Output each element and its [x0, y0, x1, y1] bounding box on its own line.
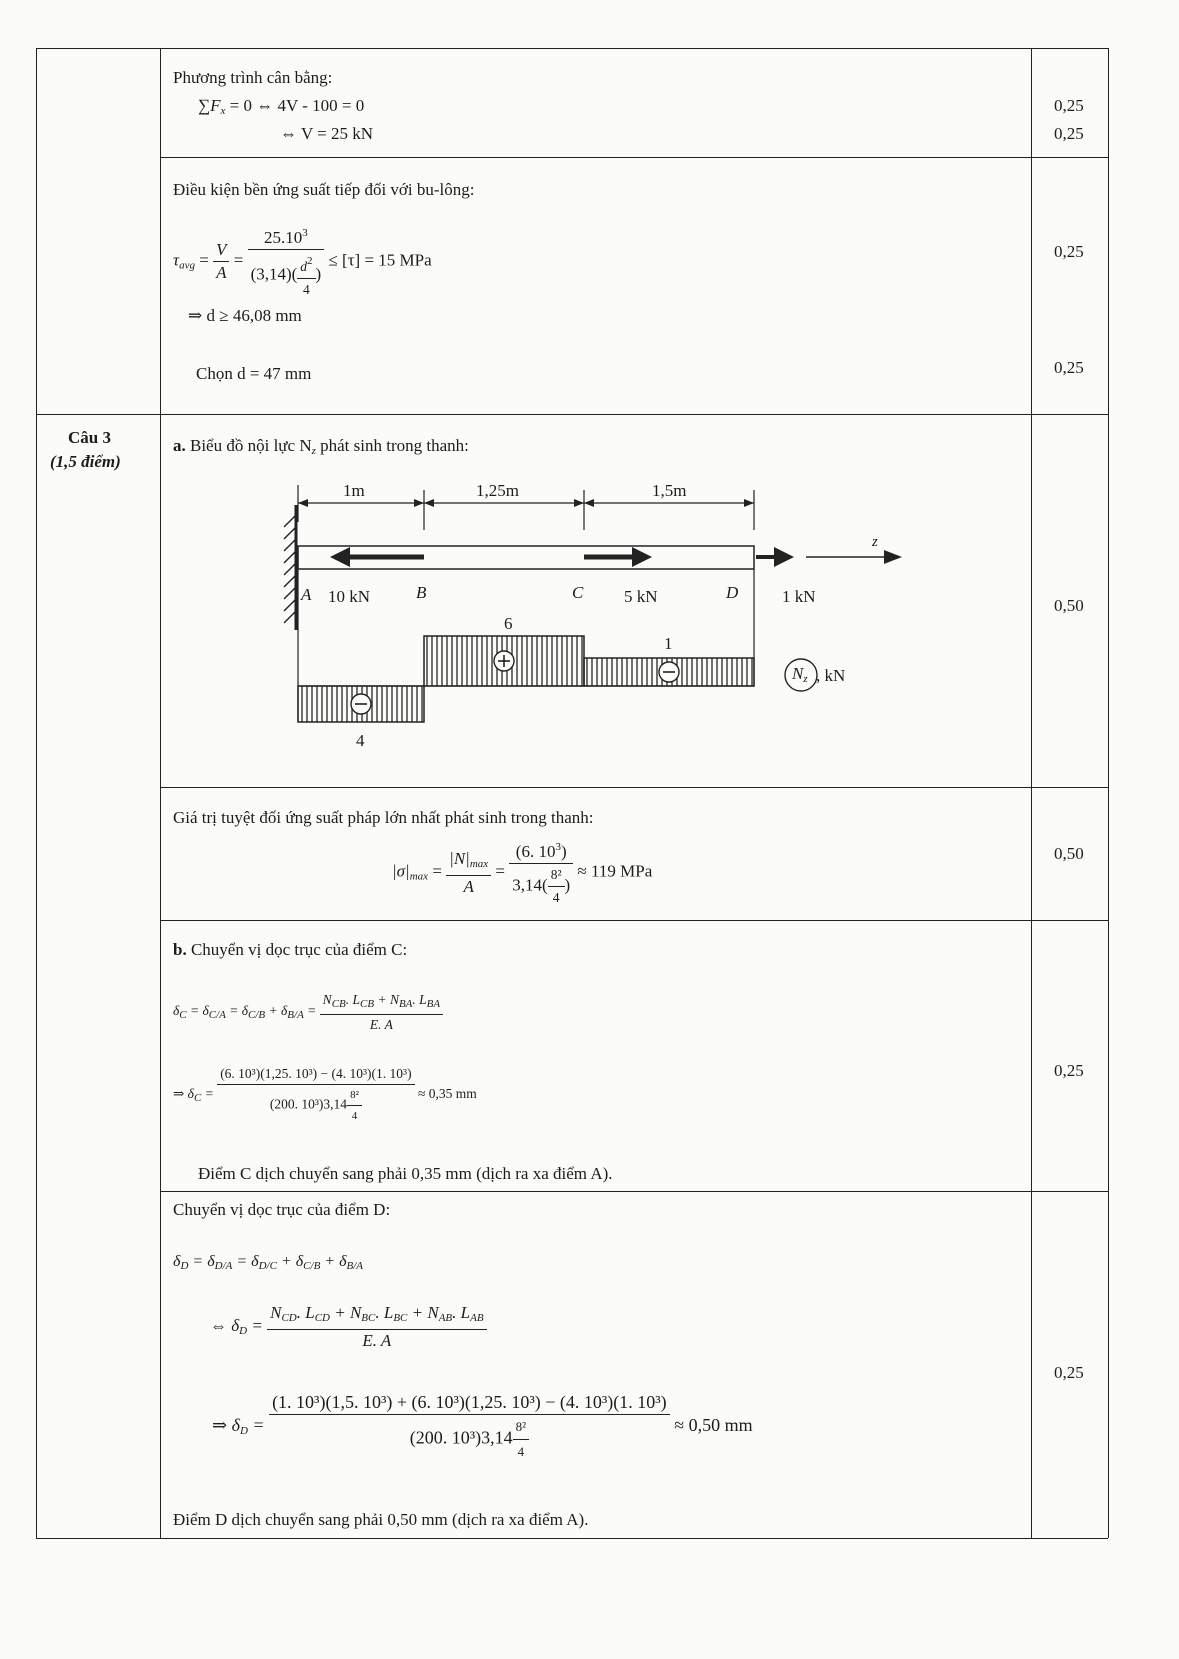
sub: x — [220, 105, 226, 117]
point-a-label: A — [301, 585, 312, 604]
denominator: E. A — [362, 1331, 392, 1350]
force-10kn-label: 10 kN — [328, 587, 371, 606]
part-a-label: a. — [173, 436, 186, 455]
dim-label-3: 1,5m — [652, 481, 687, 500]
score: 0,25 — [1054, 1363, 1084, 1382]
eq1-rhs: = 0 ⇔ 4V - 100 = 0 — [225, 96, 365, 115]
denominator: (200. 10³)3,14 — [269, 1096, 348, 1112]
exp: 3 — [555, 841, 561, 853]
equilibrium-eq2: ⇔ V = 25 kN — [280, 124, 374, 143]
force-1kn-label: 1 kN — [782, 587, 816, 606]
part-b-label: b. — [173, 940, 187, 959]
n-abs: |N| — [449, 848, 470, 868]
sub: avg — [179, 259, 195, 272]
shear-title: Điều kiện bền ứng suất tiếp đối với bu-lông: — [173, 180, 475, 199]
eight-squared: 8² — [548, 864, 565, 887]
point-c-label: C — [572, 583, 584, 602]
eight2-over-4 — [513, 1415, 529, 1464]
exp: 2 — [307, 255, 313, 267]
delta-d-value-fraction — [269, 1390, 670, 1464]
part-d-title: Chuyển vị dọc trục của điểm D: — [173, 1200, 391, 1219]
delta-d-fraction: $\frac{N_{CD}. L_{CD} + N_{BC}. L_{BC} + N_{AB}. L_{AB}}{E. A}$ — [267, 1302, 486, 1352]
delta-c-calculation: ⇒ $\delta_C$ = (6. 10³)(1,25. 10³) − (4. 10³)(1. 10³) (200. 10³)3,14 $\frac{\text{8²}}{4}$ ≈ 0,35 mm — [173, 1064, 477, 1126]
part-a-text: Biểu đồ nội lực N — [190, 436, 312, 455]
dim-label-2: 1,25m — [476, 481, 519, 500]
question-points: (1,5 điểm) — [50, 452, 121, 471]
delta-d-definition: $\delta_D = \delta_{D/A} = \delta_{D/C} + \delta_{C/B} + \delta_{B/A}$ — [173, 1253, 364, 1272]
exp: 3 — [302, 227, 308, 239]
score: 0,50 — [1054, 844, 1084, 863]
shear-fraction: 25.10$^3$ (3,14)( $\frac{d^2}{4}$ ) — [248, 222, 325, 301]
denominator: (3,14)( — [250, 264, 298, 284]
force-5kN-arrow — [584, 547, 652, 567]
numerator: V — [213, 239, 229, 262]
delta-c-fraction: $\frac{N_{CB}. L_{CB} + N_{BA}. L_{BA}}{E. A}$ — [320, 990, 443, 1034]
point-b-label: B — [416, 583, 427, 602]
denominator: E. A — [369, 1017, 393, 1032]
denominator: 3,14( — [512, 875, 548, 895]
part-a-text-end: phát sinh trong thanh: — [320, 436, 469, 455]
score: 0,25 — [1054, 1061, 1084, 1080]
force-1kN-arrow — [756, 547, 794, 567]
shear-limit: ≤ [τ] = 15 MPa — [328, 250, 432, 270]
four: 4 — [351, 1110, 358, 1122]
part-b-title — [173, 940, 407, 960]
legend-n — [792, 664, 808, 689]
sub: z — [803, 673, 808, 685]
wall-hatch — [284, 515, 296, 623]
stress-result: ≈ 119 MPa — [577, 861, 653, 881]
four: 4 — [303, 282, 310, 297]
eight2-over-4 — [347, 1085, 362, 1126]
part-d-conclusion: Điểm D dịch chuyển sang phải 0,50 mm (dịch ra xa điểm A). — [173, 1510, 589, 1529]
stress-formula: $|\sigma|_{max}$ = $\frac{|N|_{max}}{A}$ = (6. $10^3$) 3,14( $\frac{\text{8²}}{4}$ ) ≈ 119 MPa — [392, 836, 652, 909]
shear-result: ⇒ d ≥ 46,08 mm — [188, 306, 302, 325]
numerator: (1. 10³)(1,5. 10³) + (6. 10³)(1,25. 10³) − (4. 10³)(1. 10³) — [269, 1390, 670, 1415]
value-6: 6 — [504, 614, 513, 633]
z-axis-arrow — [806, 550, 902, 564]
delta-c-result: ≈ 0,35 mm — [417, 1086, 477, 1102]
question-label: Câu 3 — [68, 428, 111, 447]
tau: τ — [173, 250, 180, 270]
paren: ) — [564, 875, 571, 895]
numerator: (6. 10³)(1,25. 10³) − (4. 10³)(1. 10³) — [217, 1064, 414, 1085]
dim-label-1: 1m — [343, 481, 365, 500]
part-b-text: Chuyển vị dọc trục của điểm C: — [190, 940, 408, 959]
eight-squared: 8² — [347, 1085, 362, 1106]
numerator: (6. 10 — [515, 842, 556, 861]
legend-n-letter: N — [792, 664, 804, 683]
eight2-over-4 — [548, 864, 565, 909]
legend-unit: , kN — [816, 666, 846, 685]
shear-formula: $\tau_{avg}$ = $\frac{V}{A}$ = 25.10$^3$ (3,14)( $\frac{d^2}{4}$ ) ≤ [τ] = 15 MPa — [173, 222, 432, 301]
d: d — [300, 259, 308, 274]
point-d-label: D — [726, 583, 739, 602]
value-1: 1 — [664, 634, 673, 653]
score: 0,25 — [1054, 124, 1084, 143]
denominator: (200. 10³)3,14 — [409, 1427, 513, 1448]
delta-d-formula: ⇔ $\delta_D$ = $\frac{N_{CD}. L_{CD} + N_{BC}. L_{BC} + N_{AB}. L_{AB}}{E. A}$ — [210, 1302, 487, 1352]
delta-d-result: ≈ 0,50 mm — [674, 1415, 753, 1436]
area: A — [463, 876, 474, 896]
delta-d-calculation: ⇒ $\delta_D$ = (1. 10³)(1,5. 10³) + (6. 10³)(1,25. 10³) − (4. 10³)(1. 10³) (200. 10³)3,14 $\frac{\text{8²}}{4}$ ≈ 0,50 mm — [212, 1390, 753, 1464]
four: 4 — [517, 1444, 525, 1459]
stress-title: Giá trị tuyệt đối ứng suất pháp lớn nhất phát sinh trong thanh: — [173, 808, 594, 827]
score: 0,25 — [1054, 358, 1084, 377]
shear-choice: Chọn d = 47 mm — [196, 364, 312, 383]
eight-squared: 8² — [513, 1415, 529, 1440]
denominator: A — [216, 263, 227, 282]
part-b-conclusion: Điểm C dịch chuyển sang phải 0,35 mm (dịch ra xa điểm A). — [198, 1164, 613, 1183]
delta-c-value-fraction — [217, 1064, 414, 1126]
sub: z — [311, 445, 316, 457]
numerator: 25.10 — [264, 228, 303, 247]
paren: ) — [560, 842, 567, 861]
delta-c-definition: $\delta_C = \delta_{C/A} = \delta_{C/B} + \delta_{B/A}$ = $\frac{N_{CB}. L_{CB} + N_{BA}. L_{BA}}{E. A}$ — [173, 990, 443, 1034]
equilibrium-title: Phương trình cân bằng: — [173, 68, 333, 87]
force-5kn-label: 5 kN — [624, 587, 658, 606]
sub: max — [469, 857, 489, 870]
score: 0,50 — [1054, 596, 1084, 615]
n-over-a — [446, 848, 491, 898]
value-4: 4 — [356, 731, 365, 750]
axis-label: z — [872, 534, 878, 550]
sum-fx: ∑F — [198, 96, 221, 115]
score: 0,25 — [1054, 242, 1084, 261]
stress-fraction — [509, 836, 573, 909]
four: 4 — [552, 890, 560, 905]
score: 0,25 — [1054, 96, 1084, 115]
sub: max — [409, 870, 429, 883]
sigma-max: |σ| — [392, 861, 410, 881]
force-10kN-arrow — [330, 547, 424, 567]
